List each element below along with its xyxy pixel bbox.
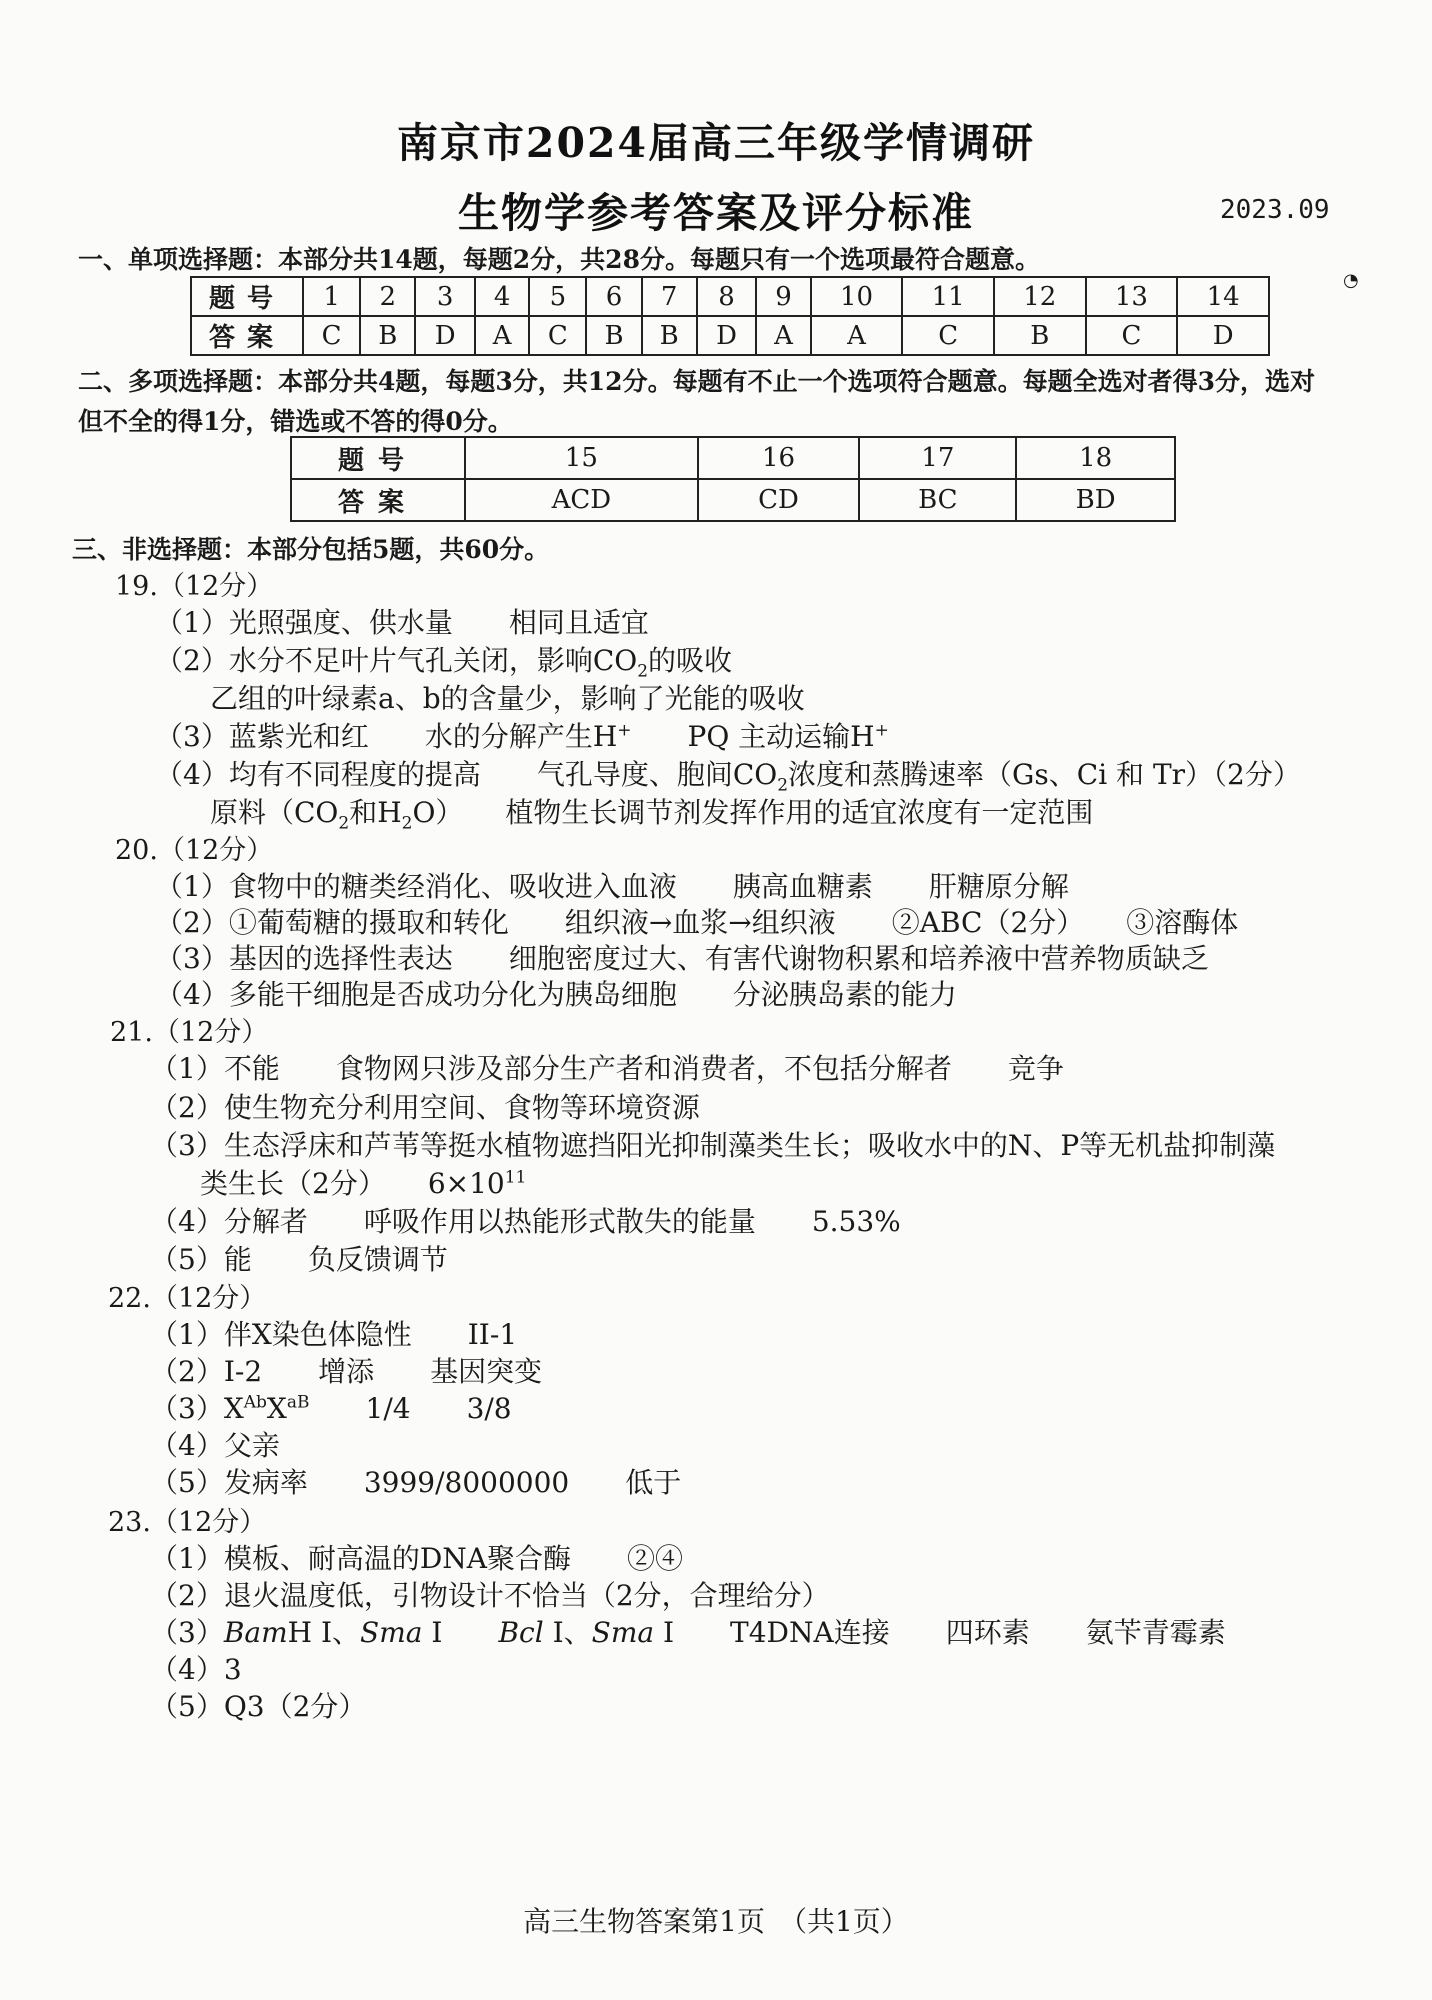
q20-answer-2: （2）①葡萄糖的摄取和转化 组织液→血浆→组织液 ②ABC（2分） ③溶酶体 [155,906,1239,939]
enzyme-name: Bam [223,1616,288,1649]
q21-answer-4: （4）分解者 呼吸作用以热能形式散失的能量 5.53% [150,1205,901,1238]
row-label-question: 题号 [291,437,465,479]
scan-speck-icon: ◔ [1343,270,1359,291]
table-row-numbers [291,437,1175,479]
document-date: 2023.09 [1220,195,1330,225]
question-number: 2 [360,277,415,316]
q22-answer-1: （1）伴X染色体隐性 II-1 [150,1318,518,1351]
text-span: Ⅰ [422,1616,499,1649]
q21-answer-2: （2）使生物充分利用空间、食物等环境资源 [150,1091,700,1124]
text-span: 类生长（2分） 6×10 [200,1167,505,1200]
text-span: 和H [349,796,402,829]
table-row-answers [291,479,1175,521]
answer-cell: BD [1016,479,1175,521]
question-number: 18 [1016,437,1175,479]
q21-answer-3b [200,1162,526,1202]
question-number: 9 [756,277,810,316]
table-row-numbers [191,277,1269,316]
answer-cell: B [642,316,697,355]
q21-answer-1: （1）不能 食物网只涉及部分生产者和消费者，不包括分解者 竞争 [150,1052,1064,1085]
enzyme-name: Sma [360,1616,423,1649]
text-span: 1/4 3/8 [309,1392,512,1425]
answer-cell: BC [859,479,1016,521]
text-span: Ⅰ、 [543,1616,592,1649]
text-span: 的吸收 [648,644,733,677]
page-footer: 高三生物答案第1页 （共1页） [523,1905,909,1938]
text-span: PQ 主动运输H [631,720,875,753]
text-span: （2）水分不足叶片气孔关闭，影响CO [155,644,638,677]
question-number: 8 [697,277,757,316]
question-number: 6 [586,277,641,316]
q19-answer-4b: 原料（$CO_2$和$H_2O$） 植物生长调节剂发挥作用的适宜浓度有一定范围 [210,796,1094,834]
text-span: （3）蓝紫光和红 水的分解产生H [155,720,618,753]
question-number: 10 [811,277,903,316]
answer-cell: B [586,316,641,355]
row-label-answer: 答案 [191,316,303,355]
q20-answer-3: （3）基因的选择性表达 细胞密度过大、有害代谢物积累和培养液中营养物质缺乏 [155,942,1209,975]
q23-heading: 23.（12分） [108,1507,267,1538]
q19-answer-1: （1）光照强度、供水量 相同且适宜 [155,606,649,639]
q19-answer-3: （3）蓝紫光和红 水的分解产生H+ PQ 主动运输H+ [155,720,889,753]
answer-cell: A [811,316,903,355]
single-choice-table [190,276,1270,356]
text-span: Ⅰ T4DNA连接 四环素 氨苄青霉素 [654,1616,1226,1649]
q22-answer-4: （4）父亲 [150,1429,280,1462]
question-number: 15 [465,437,698,479]
section3-heading: 三、非选择题：本部分包括5题，共60分。 [72,535,550,564]
question-number: 5 [529,277,586,316]
text-span: 浓度和蒸腾速率（Gs、Ci 和 Tr）（2分） [788,758,1301,791]
exponent: 11 [504,1167,527,1188]
question-number: 14 [1177,277,1269,316]
enzyme-name: Sma [591,1616,655,1649]
q22-answer-5: （5）发病率 3999/8000000 低于 [150,1466,682,1499]
question-number: 17 [859,437,1016,479]
q22-answer-3 [150,1387,512,1427]
q23-answer-1: （1）模板、耐高温的DNA聚合酶 ②④ [150,1542,683,1575]
superscript: aB [286,1392,310,1413]
answer-cell: C [902,316,994,355]
section1-heading: 一、单项选择题：本部分共14题，每题2分，共28分。每题只有一个选项最符合题意。 [78,245,1040,274]
answer-cell: A [475,316,529,355]
text-span: 原料（CO [210,796,339,829]
answer-cell: C [1086,316,1178,355]
row-label-answer: 答案 [291,479,465,521]
page-title: 南京市2024届高三年级学情调研 [396,119,1036,167]
question-number: 7 [642,277,697,316]
question-number: 1 [303,277,360,316]
q20-answer-4: （4）多能干细胞是否成功分化为胰岛细胞 分泌胰岛素的能力 [155,978,957,1011]
q22-answer-2: （2）I-2 增添 基因突变 [150,1355,543,1388]
answer-cell: A [756,316,810,355]
q20-heading: 20.（12分） [115,835,274,866]
answer-cell: D [1177,316,1269,355]
text-span: （4）均有不同程度的提高 气孔导度、胞间CO [155,758,778,791]
question-number: 12 [994,277,1086,316]
q23-answer-4: （4）3 [150,1653,242,1686]
q19-answer-2b: 乙组的叶绿素a、b的含量少，影响了光能的吸收 [210,682,805,715]
text-span: X [266,1392,287,1425]
q19-answer-4: （4）均有不同程度的提高 气孔导度、胞间$CO_2$浓度和蒸腾速率（Gs、Ci 和 Tr）（2分） [155,758,1301,796]
row-label-question: 题号 [191,277,303,316]
answer-cell: C [529,316,586,355]
question-number: 11 [902,277,994,316]
answer-cell: B [994,316,1086,355]
page-subtitle: 生物学参考答案及评分标准 [458,189,974,237]
answer-cell: CD [698,479,860,521]
question-number: 13 [1086,277,1178,316]
enzyme-name: Bcl [498,1616,544,1649]
q23-answer-2: （2）退火温度低，引物设计不恰当（2分，合理给分） [150,1579,830,1612]
answer-cell: ACD [465,479,698,521]
table-row-answers [191,316,1269,355]
answer-cell: B [360,316,415,355]
q21-heading: 21.（12分） [110,1017,269,1048]
q22-heading: 22.（12分） [108,1283,267,1314]
q23-answer-5: （5）Q3（2分） [150,1690,367,1723]
superscript: Ab [243,1392,267,1413]
question-number: 4 [475,277,529,316]
text-span: O） 植物生长调节剂发挥作用的适宜浓度有一定范围 [412,796,1094,829]
section2-heading: 二、多项选择题：本部分共4题，每题3分，共12分。每题有不止一个选项符合题意。每题全选对者得3分，选对但不全的得1分，错选或不答的得0分。 [78,367,1315,436]
q19-answer-2: （2）水分不足叶片气孔关闭，影响$CO_2$的吸收 [155,644,733,682]
multi-choice-table [290,436,1176,522]
text-span: （3）X [150,1392,244,1425]
q20-answer-1: （1）食物中的糖类经消化、吸收进入血液 胰高血糖素 肝糖原分解 [155,870,1069,903]
q21-answer-5: （5）能 负反馈调节 [150,1243,448,1276]
answer-cell: D [415,316,475,355]
answer-cell: C [303,316,360,355]
answer-cell: D [697,316,757,355]
text-span: H Ⅰ、 [287,1616,361,1649]
text-span: （3） [150,1616,224,1649]
q21-answer-3: （3）生态浮床和芦苇等挺水植物遮挡阳光抑制藻类生长；吸收水中的N、P等无机盐抑制藻 [150,1129,1276,1162]
question-number: 3 [415,277,475,316]
q19-heading: 19.（12分） [115,571,274,602]
question-number: 16 [698,437,860,479]
q23-answer-3 [150,1611,1226,1651]
